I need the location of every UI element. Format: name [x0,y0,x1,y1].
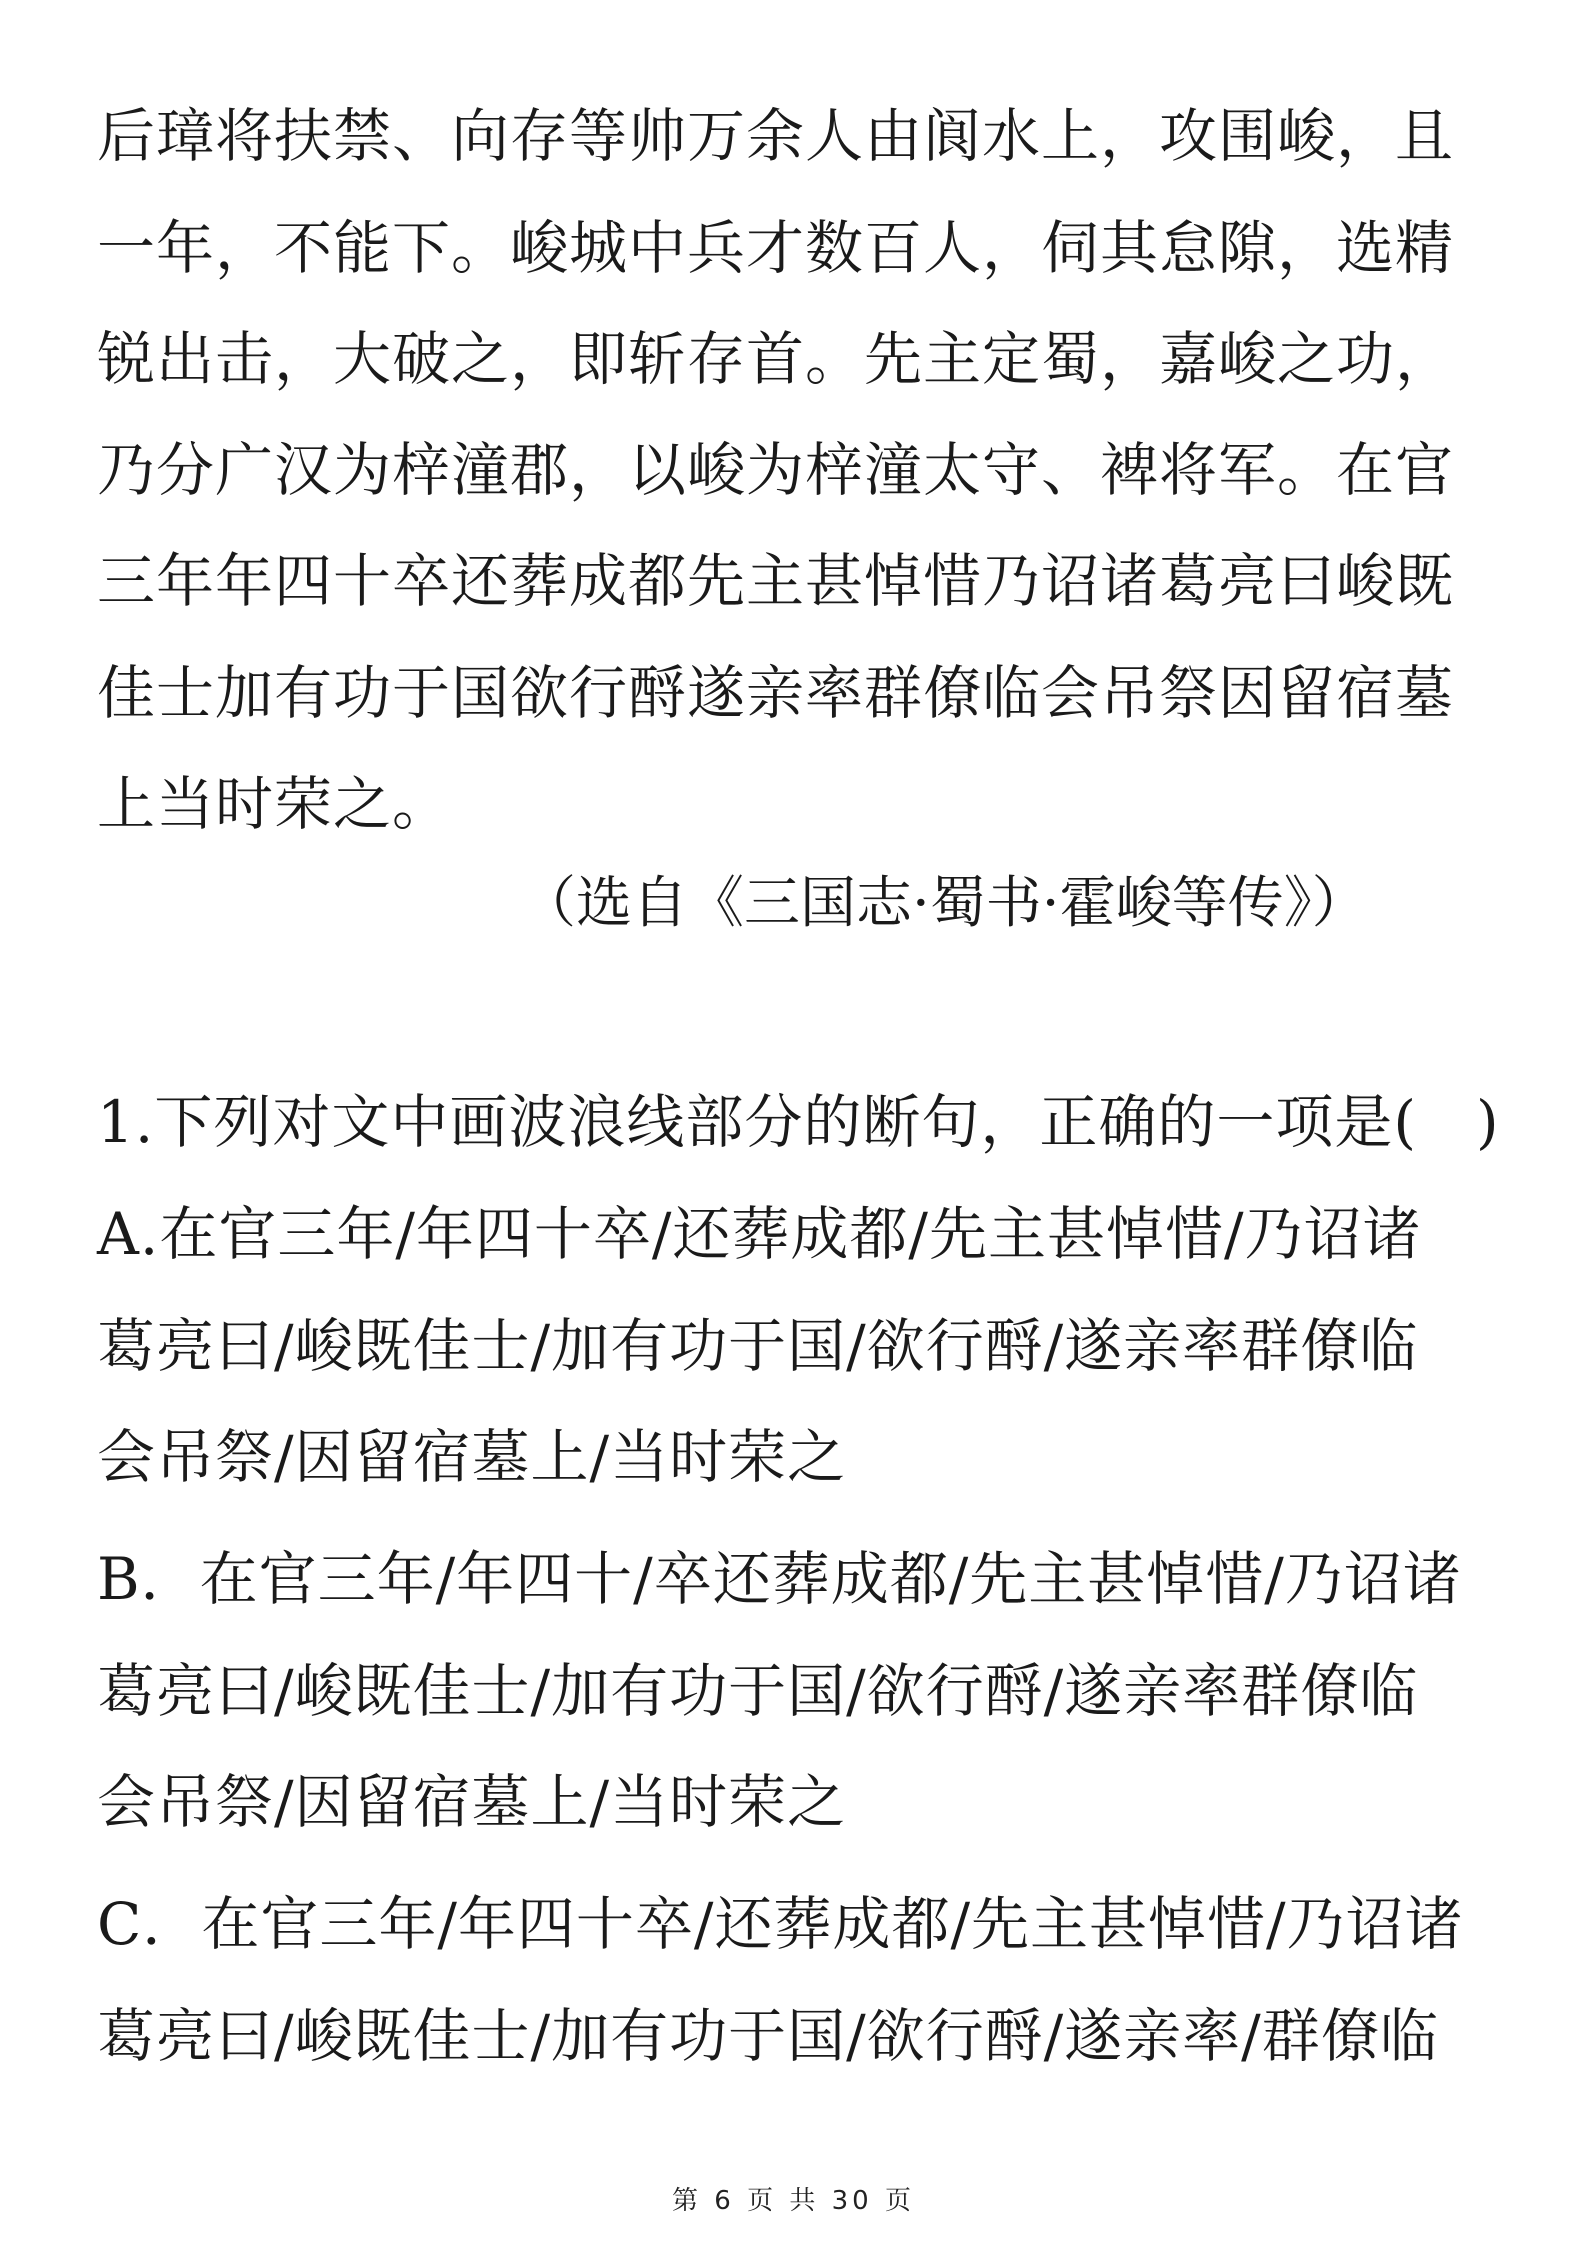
passage-line: 锐出击，大破之，即斩存首。先主定蜀，嘉峻之功， [97,325,1455,393]
passage-source: （选自《三国志·蜀书·霍峻等传》） [520,871,1368,936]
passage-line: 上当时荣之。 [97,770,452,838]
question-stem: 1.下列对文中画波浪线部分的断句，正确的一项是( ) [97,1088,1500,1156]
passage-line: 三年年四十卒还葬成都先主甚悼惜乃诏诸葛亮曰峻既 [97,547,1455,615]
option-a-line: 葛亮曰/峻既佳士/加有功于国/欲行酹/遂亲率群僚临 [97,1312,1419,1380]
option-a-line: 会吊祭/因留宿墓上/当时荣之 [97,1423,847,1491]
option-c-line: 葛亮曰/峻既佳士/加有功于国/欲行酹/遂亲率/群僚临 [97,2002,1439,2070]
page-number: 第 6 页 共 30 页 [672,2186,915,2216]
option-a-line: A.在官三年/年四十卒/还葬成都/先主甚悼惜/乃诏诸 [97,1200,1422,1268]
option-b-line: 会吊祭/因留宿墓上/当时荣之 [97,1768,847,1836]
passage-line: 乃分广汉为梓潼郡，以峻为梓潼太守、裨将军。在官 [97,436,1455,504]
passage-line: 后璋将扶禁、向存等帅万余人由阆水上，攻围峻，且 [97,102,1455,170]
option-c-line: C．在官三年/年四十卒/还葬成都/先主甚悼惜/乃诏诸 [97,1890,1464,1958]
passage-line: 佳士加有功于国欲行酹遂亲率群僚临会吊祭因留宿墓 [97,659,1455,727]
option-b-line: 葛亮曰/峻既佳士/加有功于国/欲行酹/遂亲率群僚临 [97,1657,1419,1725]
option-b-line: B．在官三年/年四十/卒还葬成都/先主甚悼惜/乃诏诸 [97,1545,1462,1613]
passage-line: 一年，不能下。峻城中兵才数百人，伺其怠隙，选精 [97,214,1455,282]
